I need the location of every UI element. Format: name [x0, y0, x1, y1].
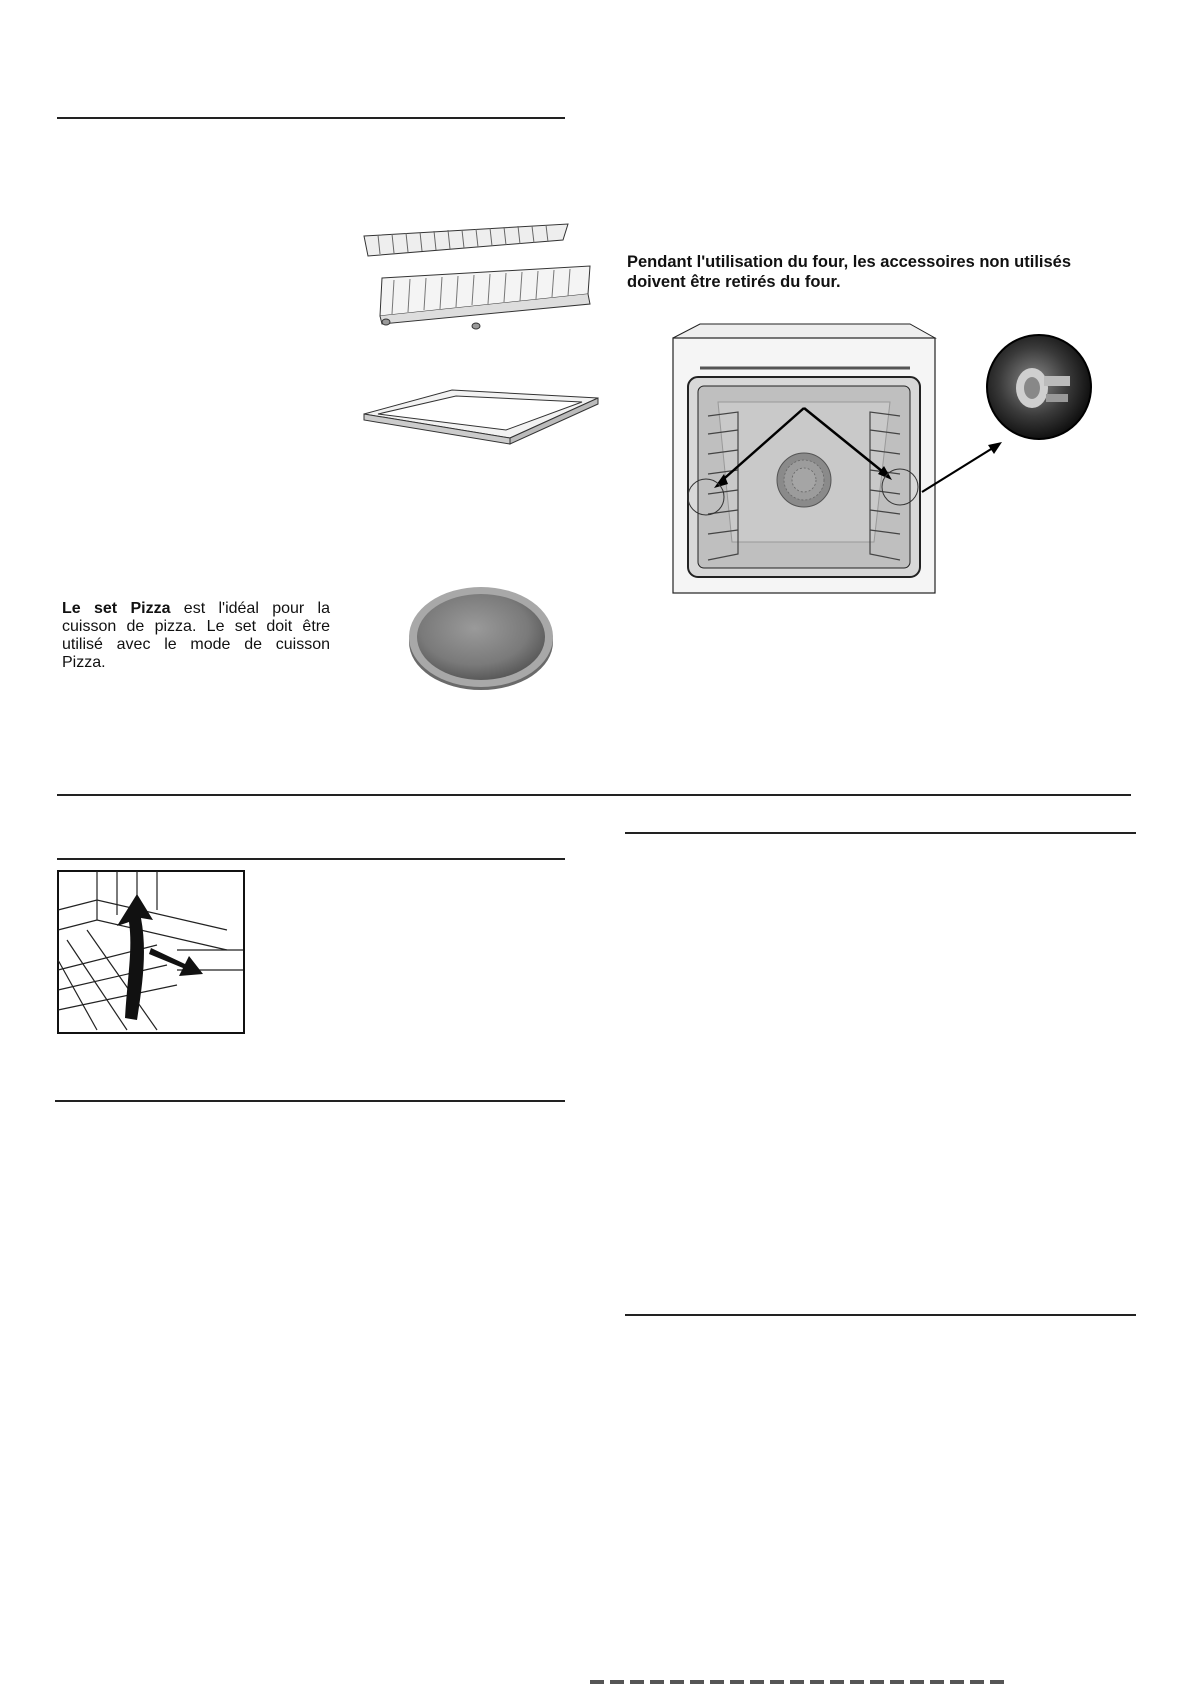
- pizza-set-description: [62, 600, 330, 672]
- section-rule-lower-left: [55, 1100, 565, 1102]
- section-rule-mid-right: [625, 832, 1136, 834]
- page-footer-mark: [590, 1680, 1010, 1684]
- rack-removal-icon: [57, 870, 245, 1034]
- pizza-set-details: est l'idéal pour la cuisson de pizza. Le set doit être utilisé avec le mode de cuisson Pizza.: [62, 600, 331, 671]
- baking-tray-icon: [360, 386, 600, 446]
- accessory-warning: Pendant l'utilisation du four, les accessoires non utilisés doivent être retirés du four.: [627, 253, 1072, 291]
- wire-grill-icon: [358, 218, 598, 338]
- section-rule-mid-left: [57, 858, 565, 860]
- section-rule-lower-right: [625, 1314, 1136, 1316]
- oven-cavity-icon: [670, 320, 940, 595]
- pizza-plate-icon: [406, 582, 556, 692]
- section-rule-full-width: [57, 794, 1131, 796]
- rail-fixing-detail-icon: [984, 332, 1094, 442]
- pizza-set-name: Le set Pizza: [62, 600, 171, 617]
- section-rule-top-left: [57, 117, 565, 119]
- detail-pointer-arrow-icon: [918, 436, 1008, 496]
